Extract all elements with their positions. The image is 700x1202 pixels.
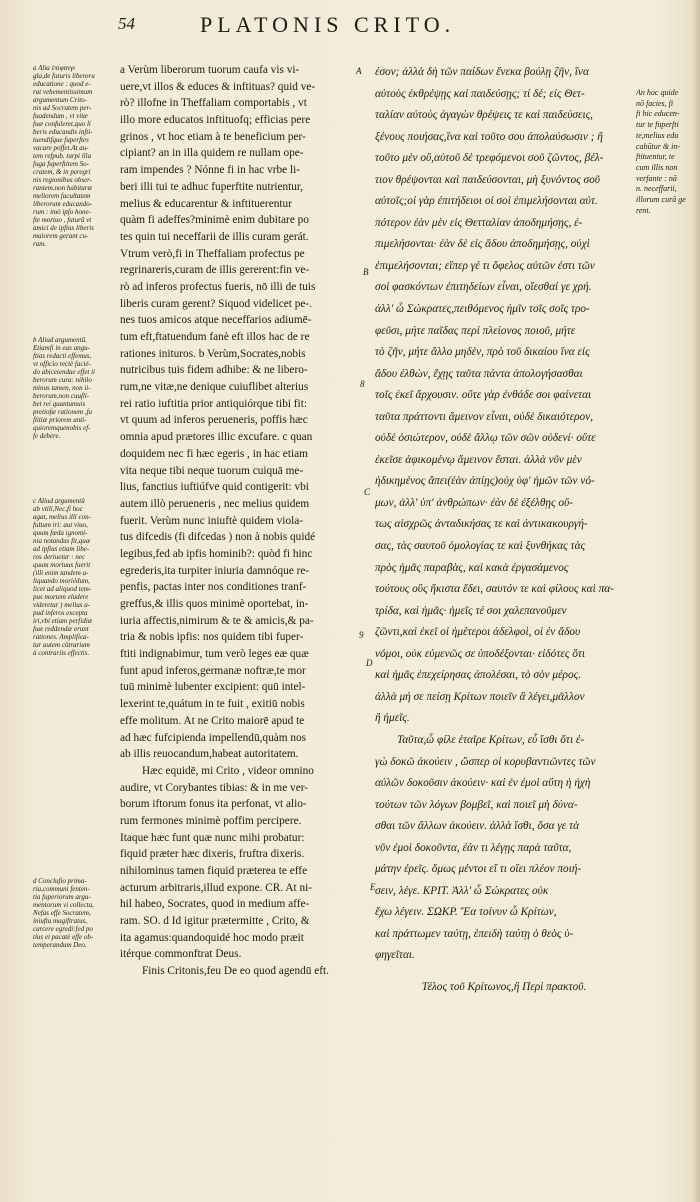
latin-text-line: autem illò perueneris , nec melius quidem	[120, 497, 310, 510]
greek-text-line: πρὸς ἡμᾶς παραβὰς, καὶ κακὰ ἐργασάμενος	[375, 561, 569, 574]
side-note-line: rum : imò ipfo hone-	[33, 208, 91, 216]
latin-text-line: ftiti indignabimur, tum verò leges eæ quæ	[120, 648, 309, 661]
latin-text-line: regrinareris,curam de illis gererent:fin ve-	[120, 264, 310, 277]
side-note-line: a Alia ἐπιφανγι	[33, 64, 76, 72]
latin-column	[120, 62, 364, 980]
side-note-line: temperandum Deo.	[33, 941, 87, 949]
right-note-line: rent.	[636, 205, 651, 215]
side-note-line: pud inferos excepta	[33, 609, 88, 617]
right-note-line: illorum curā ge	[636, 195, 686, 205]
side-note-line: nia notandus fit,quæ	[33, 537, 91, 545]
latin-text-line: tria & nobis ipfis: nos quidem tibi fuper-	[120, 631, 304, 644]
latin-text-line: greffus,& illis quos minimè oportebat, in-	[120, 598, 309, 610]
greek-text-line: ἐκεῖσε ἀφικομένῳ ἄμεινον ἔσται. ἀλλὰ νῦν μὲν	[375, 453, 582, 466]
latin-text-line: vita neque tibi neque tuorum cuiquā me-	[120, 464, 304, 477]
latin-text-line: rum fermones minimè poffim percipere.	[120, 814, 302, 827]
greek-text-line: γὼ δοκῶ ἀκούειν , ὥσπερ οἱ κορυβαντιῶντες τῶν	[375, 755, 596, 768]
side-note-line: argumentum Crito-	[33, 96, 87, 104]
side-note-d	[33, 877, 119, 949]
greek-text-line: ξένους ποιήσας,ἵνα καὶ τοῦτο σου ἀπολαύσωσιν ; ἢ	[375, 130, 603, 143]
latin-text-line: effe molitum. At ne Crito maiorē apud te	[120, 714, 305, 727]
greek-text-line: ταλίαν αὐτοὺς ἀγαγὼν θρέψεις τε καὶ παιδεύσεις,	[375, 109, 594, 122]
greek-column	[375, 62, 633, 999]
greek-text-line: νῦν ἐμοὶ δοκοῦντα, ἐάν τι λέγῃς παρὰ ταῦτα,	[375, 841, 572, 854]
latin-text-line: borum iftorum fonus ita perfonat, vt alio-	[120, 798, 307, 811]
latin-text-line: Itaque hæc funt quæ nunc mihi probatur:	[120, 831, 305, 844]
latin-text-line: Vtrum verò,fi in Theffaliam profectus pe	[120, 247, 305, 260]
side-note-c	[33, 497, 119, 657]
side-note-a	[33, 64, 119, 248]
latin-text-line: ab illis reuocandum,habeat autoritatem.	[120, 748, 299, 761]
side-note-line: berorum cura: nihilo	[33, 376, 92, 384]
side-note-line: Nefas effe Socratem,	[33, 909, 91, 917]
latin-text-line: iuria affectis,nimirum & te & amicis,& pa-	[120, 614, 314, 627]
side-note-line: tuendifque fuperftes	[33, 136, 89, 144]
side-note-line: ftitiæ priorem anti-	[33, 416, 87, 424]
side-note-line: minus tamen, non ii-	[33, 384, 91, 392]
greek-text-line: αὐτοῖς;οἱ γὰρ ἐπιτήδειοι οἱ σοὶ ἐπιμελήσονται αὐτ.	[375, 195, 598, 208]
latin-text-line: melius & educarentur & inftituerentur	[120, 197, 292, 210]
margin-letter-a: A	[356, 66, 362, 76]
latin-text-line: tuū minimè lubenter excipient: quū intel-	[120, 681, 306, 694]
latin-text-line: a Verùm liberorum tuorum caufa vis vi-	[120, 64, 300, 76]
side-note-line: quum mortuus fuerit	[33, 561, 91, 569]
right-note-line: ftituentur, te	[636, 152, 675, 162]
latin-text-line: beri illi tui te adhuc fuperftite nutrientur,	[120, 180, 304, 193]
side-note-line: cratem, & in peregri	[33, 168, 91, 176]
greek-text-line: ἅδου ἐλθὼν, ἔχῃς ταῦτα πάντα ἀπολογήσασθαι	[375, 367, 583, 380]
greek-text-line: σειν, λέγε. ΚΡΙΤ. Ἀλλ' ὦ Σώκρατες οὐκ	[375, 884, 549, 897]
latin-text-line: doquidem nec fi hæc egeris , in hac etiam	[120, 447, 308, 460]
latin-text-line: nutricibus tuis fidem adhibe: & ne libero-	[120, 364, 308, 377]
right-note-line: n. neceffarii,	[636, 184, 677, 194]
latin-text-line: liberis curam gerent? Siquod videlicet pe-.	[120, 297, 312, 310]
side-note-line: tem refpub. turpi illa	[33, 152, 92, 160]
latin-text-line: tes quin tui neceffarii de illis curam gerát.	[120, 230, 309, 243]
latin-text-line: rum,ne vitæ,ne denique cuiuflibet alterius	[120, 381, 309, 394]
greek-text-line: αὐτοὺς ἐκθρέψῃς καὶ παιδεύσῃς; τί δέ; εἰς Θετ-	[375, 87, 585, 100]
latin-text-line: uere,vt illos & educes & inftituas? quid ve-	[120, 80, 316, 93]
side-note-line: vt officio rectè facié-	[33, 360, 91, 368]
greek-text-line: πότερον ἐὰν μὲν εἰς Θετταλίαν ἀποδημήσῃς, ἐ-	[375, 216, 583, 229]
latin-text-line: acturum arbitraris,illud expone. CR. At ni-	[120, 881, 313, 894]
greek-text-line: πιμελήσονται· ἐὰν δὲ εἰς ἅδου ἀποδημήσῃς, οὐχὶ	[375, 238, 590, 251]
greek-text-line: ἀλλὰ μή σε πείσῃ Κρίτων ποιεῖν ἃ λέγει,μᾶλλον	[375, 690, 585, 703]
latin-text-line: penfis, pactas inter nos conditiones tranf-	[120, 581, 307, 594]
latin-text-line: fuerit. Verùm nunc iniuftè quidem viola-	[120, 514, 304, 527]
latin-text-line: Hæc equidē, mi Crito , videor omnino	[142, 764, 314, 777]
side-note-line: berorum,non cuuflí-	[33, 392, 90, 400]
greek-text-line: ταῦτα πράττοντι ἄμεινον εἶναι, οὐδὲ δικαιότερον,	[375, 410, 594, 423]
greek-text-line: φεῦσι, μήτε παῖδας περὶ πλείονος ποιοῦ, μήτε	[375, 324, 576, 337]
side-note-line: do abiceiendae effet ii	[33, 368, 96, 376]
latin-text-line: legibus,fed ab ipfis hominib?: quòd fi hinc	[120, 547, 313, 560]
greek-text-line: σθαι τῶν ἄλλων ἀκούειν. ἀλλὰ ἴσθι, ὅσα γε τὰ	[375, 820, 580, 833]
latin-text-line: rationes inituros. b Verùm,Socrates,nobis	[120, 347, 306, 360]
greek-text-line: σοὶ φασκόντων ἐπιτηδείων εἶναι, οἴεσθαί γε χρή.	[375, 281, 592, 294]
side-note-line: fte mortuo , futurū vt	[33, 216, 92, 224]
latin-text-line: rò? illofne in Theffaliam comportabis , vt	[120, 97, 307, 110]
greek-text-line: τρίδα, καὶ ἡμᾶς· ἡμεῖς τέ σοι χαλεπανοῦμεν	[375, 604, 567, 617]
greek-text-line: τούτων τῶν λόγων βομβεῖ, καὶ ποιεῖ μὴ δύνα-	[375, 798, 578, 811]
greek-text-line: ζῶντι,καὶ ἐκεῖ οἱ ἡμέτεροι ἀδελφοὶ, οἱ ἐν ἅδου	[375, 626, 581, 639]
margin-line-number: 9	[359, 630, 364, 640]
side-note-b	[33, 336, 119, 440]
side-note-line: Etiamfi in eas angu-	[33, 344, 90, 352]
latin-text-line: itérque commonftrat Deus.	[120, 948, 242, 961]
latin-text-line: ram. SO. d Id igitur prætermitte , Crito, &	[120, 915, 310, 928]
right-note-line: te,melius edu	[636, 130, 679, 140]
greek-text-line: αὐλῶν δοκοῦσιν ἀκούειν· καὶ ἐν ἐμοὶ αὕτη ἡ ἠχὴ	[375, 777, 591, 790]
greek-text-line: ἠδικημένος ἄπει(ἐὰν ἀπίῃς)οὐχ ὑφ' ἡμῶν τῶν νό-	[375, 475, 595, 488]
greek-text-line: Ταῦτα,ὦ φίλε ἑταῖρε Κρίτων, εὖ ἴσθι ὅτι ἐ-	[397, 733, 585, 746]
greek-text-line: τοῖς ἐκεῖ ἄρχουσιν. οὔτε γὰρ ἐνθάδε σοι φαίνεται	[375, 389, 592, 402]
latin-text-line: nihilominus tamen fiquid præterea te effe	[120, 865, 308, 877]
side-note-line: maiorem gerant cu-	[33, 232, 89, 240]
side-note-line: agat, melius illi con-	[33, 513, 91, 521]
side-note-line: fuæ reddendæ erunt	[33, 625, 89, 633]
side-note-line: bet rei quantumuis	[33, 400, 86, 408]
side-note-line: quioremquenobis ef-	[33, 424, 91, 432]
greek-text-line: ἐπιμελήσονται; εἴπερ γέ τι ὄφελος αὐτῶν ἐστι τῶν	[375, 259, 595, 272]
side-note-line: vacare poffet.At au-	[33, 144, 89, 152]
side-note-line: rat vehementissimum	[33, 88, 93, 96]
greek-text-line: τως αἰσχρῶς ἀνταδικήσας τε καὶ ἀντικακουργή-	[375, 518, 588, 531]
margin-letter-e: E	[370, 882, 376, 892]
right-note-line: verfante : nā	[636, 173, 677, 183]
latin-text-line: nes tuos amicos atque neceffarios adiumē-	[120, 314, 312, 327]
greek-text-line: μάτην ἐρεῖς. ὅμως μέντοι εἴ τι οἴει πλέον ποιή-	[375, 863, 582, 876]
running-head: PLATONIS CRITO.	[200, 12, 456, 37]
side-note-line: beris educandis infti-	[33, 128, 93, 136]
side-note-line: iri,vbi etiam perfidiæ	[33, 617, 93, 625]
right-note-line: An hoc quide	[636, 88, 679, 97]
latin-text-line: quàm fi adeffes?minimè enim dubitare po	[120, 214, 309, 227]
side-note-line: nis regionibus obser-	[33, 176, 93, 184]
greek-text-line: σας, τὰς σαυτοῦ ὁμολογίας τε καὶ ξυνθήκας τὰς	[375, 540, 586, 553]
side-note-line: educatione : quod e-	[33, 80, 91, 88]
margin-letter-c: C	[364, 487, 371, 497]
greek-text-line: τιον θρέψονται καὶ παιδεύσονται, μὴ ξυνόντος σοῦ	[375, 173, 600, 186]
side-note-line: c Aliud argumentū	[33, 497, 85, 505]
latin-text-line: tus difcedis (fi difcedas ) non à nobis quidé	[120, 531, 316, 544]
side-note-line: tia fuperiorum argu-	[33, 893, 91, 901]
side-note-line: ros deriuetur : nec	[33, 553, 86, 561]
latin-text-line: audire, vt Corybantes tibias: & in me ver-	[120, 781, 309, 794]
page-number: 54	[118, 14, 135, 33]
greek-text-line: τούτους οὓς ἥκιστα ἔδει, σαυτόν τε καὶ φίλους καὶ πα-	[375, 583, 614, 596]
side-note-line: (illi enim tandem a-	[33, 569, 89, 577]
side-note-line: pretiofæ rationem ,fu	[33, 408, 93, 416]
greek-text-line: ἔχω λέγειν. ΣΩΚΡ. Ἔα τοίνυν ὦ Κρίτων,	[375, 906, 557, 919]
side-note-line: fuga fuperftitem So-	[33, 160, 89, 168]
side-note-line: fe debere.	[33, 432, 61, 440]
greek-text-line: τὸ ζῆν, μήτε ἄλλο μηδὲν, πρὸ τοῦ δικαίου ἵνα εἰς	[375, 346, 590, 359]
side-note-line: b Aliud argumentū.	[33, 336, 87, 344]
page-edge-shadow	[692, 0, 700, 1202]
latin-text-line: Finis Critonis,feu De eo quod agendū eft.	[142, 965, 329, 978]
greek-text-line: ἢ ἡμεῖς.	[375, 712, 410, 725]
side-note-line: nis ad Socratem per-	[33, 104, 92, 112]
side-note-line: ftias redacti effemus,	[33, 352, 92, 360]
greek-text-line: φηγεῖται.	[375, 949, 415, 962]
right-side-note	[636, 88, 688, 216]
side-note-line: tur autem cötrarium	[33, 641, 90, 649]
side-note-line: fuæ confuleret,quo li	[33, 120, 91, 128]
side-note-line: à contrariis effectis.	[33, 649, 90, 657]
side-note-line: tius ei pacatè effe ob-	[33, 933, 94, 941]
side-note-line: ria,communi fenten-	[33, 885, 90, 893]
latin-text-line: lexerint te,quátum in te fuit , exitiū nobis	[120, 698, 305, 711]
side-note-line: ram.	[33, 240, 47, 248]
margin-letter-b: B	[363, 267, 369, 277]
greek-text-line: οὐδὲ ὁσιώτερον, οὐδὲ ἄλλῳ τῶν σῶν οὐδενί· οὔτε	[375, 432, 596, 445]
latin-text-line: ita agamus:quandoquidé hoc modo præit	[120, 931, 304, 944]
latin-text-line: lius, fanctius iuftiúfve quid contigerit: vbi	[120, 481, 309, 494]
greek-text-line: Τέλος τοῦ Κρίτωνος,ἢ Περὶ πρακτοῦ.	[421, 980, 587, 993]
greek-text-line: ἀλλ' ὦ Σώκρατες,πειθόμενος ἡμῖν τοῖς σοῖς τρο-	[375, 303, 590, 316]
side-note-line: carcere egredi:fed po	[33, 925, 93, 933]
side-note-line: pus mortem eludere	[33, 593, 89, 601]
side-note-line: liberorum educando-	[33, 200, 93, 208]
side-note-line: mentorum vi collecta,	[33, 901, 94, 909]
side-note-line: fuadendum , vt vitæ	[33, 112, 88, 120]
side-note-line: rantem,non habituræ	[33, 184, 93, 192]
right-note-line: cabūtur & in-	[636, 141, 680, 151]
side-note-line: liquando moriédum,	[33, 577, 90, 585]
margin-line-number: 8	[360, 379, 365, 389]
latin-text-line: tum eft,ftatuendum fanè eft illos hac de re	[120, 331, 310, 343]
right-note-line: cum illis non	[636, 162, 678, 172]
side-note-line: videretur ) melius a-	[33, 601, 91, 609]
side-note-line: licet ad aliquod tem-	[33, 585, 92, 593]
side-note-line: gla,de futuris liberoru	[33, 72, 95, 80]
margin-letter-d: D	[366, 658, 373, 668]
latin-text-line: cipiant? an in illa quidem re nullam ope-	[120, 147, 304, 160]
latin-text-line: illo more educatos inftituofq; efficias pere	[120, 114, 311, 127]
latin-text-line: ram impendes ? Nónne fi in hac vrbe li-	[120, 164, 301, 177]
right-note-line: fi hic educen-	[636, 109, 680, 119]
latin-text-line: rei ratio iuftitia prior antiquiórque tibi fit:	[120, 397, 307, 410]
latin-text-line: hil habeo, Socrates, quod in medium affe-	[120, 898, 310, 911]
side-note-line: rationes. Amplifica-	[33, 633, 89, 641]
latin-text-line: rò ad inferos profectus fueris, nō illi de tuis	[120, 280, 316, 293]
side-note-line: amici de ipfius liberis	[33, 224, 94, 232]
side-note-line: meliorem facultatem	[33, 192, 91, 200]
side-note-line: iniuftu magiftratus,	[33, 917, 88, 925]
right-note-line: nō facies, fi	[636, 98, 674, 108]
greek-text-line: ἐσον; ἀλλὰ δὴ τῶν παίδων ἕνεκα βούλῃ ζῆν, ἵνα	[375, 66, 589, 78]
latin-text-line: fiquid præter hæc dixeris, fruftra dixeris.	[120, 848, 305, 861]
latin-text-line: egrederis,ita turpiter iniuria damnóque re-	[120, 564, 310, 577]
latin-text-line: ad hæc fufcipienda impellendū,quàm nos	[120, 731, 307, 744]
greek-text-line: νόμοι, οὐκ εὐμενῶς σε ὑποδέξονται· εἰδότες ὅτι	[375, 647, 586, 660]
latin-text-line: grinos , vt hoc etiam à te beneficium per-	[120, 130, 306, 143]
side-note-line: quum fœda ignomi-	[33, 529, 88, 537]
side-note-line: ad ipfius etiam libe-	[33, 545, 90, 553]
right-note-line: tur te fuperfti	[636, 120, 679, 130]
latin-text-line: funt apud inferos,germanæ noftræ,te mor	[120, 664, 306, 677]
greek-text-line: καὶ ἡμᾶς ἐπεχείρησας ἀπολέσαι, τὸ σὸν μέρος.	[375, 669, 582, 682]
side-note-line: fultum iri: aut viuo,	[33, 521, 88, 529]
latin-text-line: omnia apud prætores illic excufare. c quan	[120, 431, 313, 444]
latin-text-line: vt quum ad inferos perueneris, poffis hæc	[120, 414, 308, 427]
greek-text-line: μων, ἀλλ' ὑπ' ἀνθρώπων· ἐὰν δὲ ἐξέλθῃς οὕ-	[375, 496, 573, 509]
side-note-line: d Conclufio prima-	[33, 877, 87, 885]
greek-text-line: τοῦτο μὲν οὔ,αὐτοῦ δὲ τρεφόμενοι σοῦ ζῶντος, βέλ-	[375, 152, 604, 165]
side-note-line: ab vtili,Nec,fi hoc	[33, 505, 83, 513]
greek-text-line: καὶ πράττωμεν ταύτῃ, ἐπειδὴ ταύτῃ ὁ θεὸς ὑ-	[375, 927, 574, 940]
